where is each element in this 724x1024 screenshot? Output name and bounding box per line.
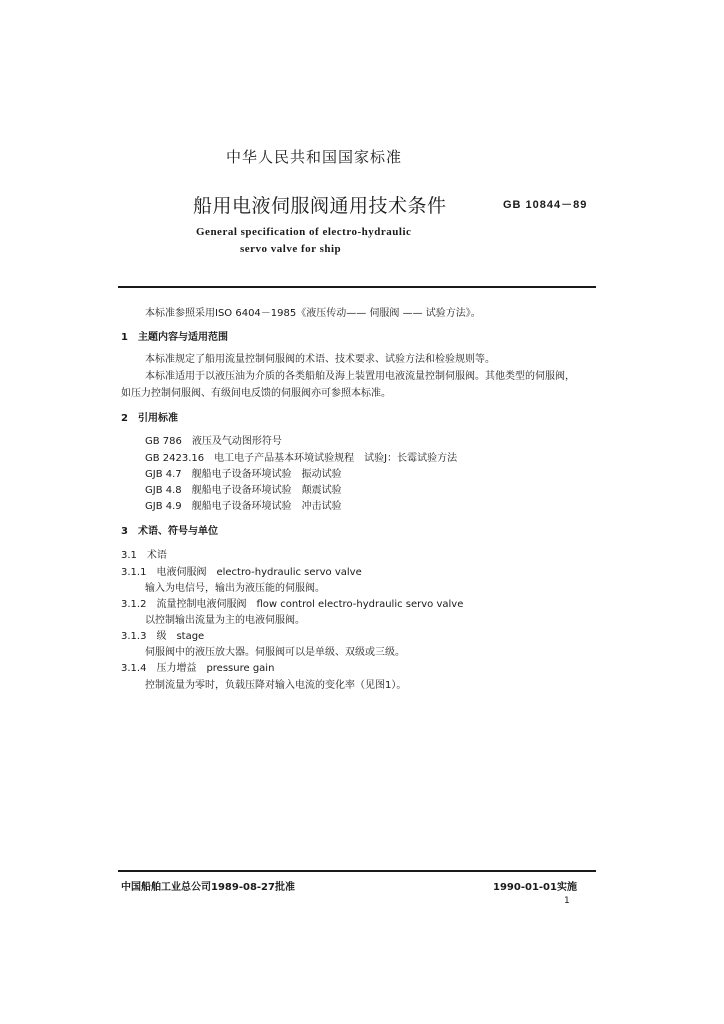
section-1-para1: 本标准规定了船用流量控制伺服阀的术语、技术要求、试验方法和检验规则等。 <box>145 354 495 365</box>
reference-item: GJB 4.9 舰船电子设备环境试验 冲击试验 <box>145 501 342 512</box>
english-title-line2: servo valve for ship <box>240 243 342 255</box>
section-1-para2-line2: 如压力控制伺服阀、有级间电反馈的伺服阀亦可参照本标准。 <box>121 388 391 399</box>
section-2-heading: 2 引用标准 <box>121 413 178 424</box>
approval-date: 中国船舶工业总公司1989-08-27批准 <box>121 882 295 893</box>
term-3-1-1-definition: 输入为电信号，输出为液压能的伺服阀。 <box>145 583 325 594</box>
reference-item: GJB 4.8 舰船电子设备环境试验 颠震试验 <box>145 485 342 496</box>
effective-date: 1990-01-01实施 <box>493 882 577 893</box>
term-3-1-4-definition: 控制流量为零时，负载压降对输入电流的变化率（见图1）。 <box>145 680 407 691</box>
term-3-1-1: 3.1.1 电液伺服阀 electro-hydraulic servo valve <box>121 567 362 578</box>
reference-item: GB 2423.16 电工电子产品基本环境试验规程 试验J：长霉试验方法 <box>145 453 458 464</box>
english-title-line1: General specification of electro-hydraulic <box>196 226 412 238</box>
section-3-heading: 3 术语、符号与单位 <box>121 526 218 537</box>
term-3-1-2: 3.1.2 流量控制电液伺服阀 flow control electro-hydraulic servo valve <box>121 599 464 610</box>
term-3-1-3: 3.1.3 级 stage <box>121 631 205 642</box>
page-number: 1 <box>564 896 570 906</box>
document-title: 船用电液伺服阀通用技术条件 <box>193 195 447 217</box>
term-3-1-2-definition: 以控制输出流量为主的电液伺服阀。 <box>145 615 305 626</box>
term-3-1-4: 3.1.4 压力增益 pressure gain <box>121 663 275 674</box>
header-divider <box>118 286 596 288</box>
document-country: 中华人民共和国国家标准 <box>226 148 403 166</box>
section-1-heading: 1 主题内容与适用范围 <box>121 332 228 343</box>
reference-item: GB 786 液压及气动图形符号 <box>145 436 282 447</box>
section-1-para2-line1: 本标准适用于以液压油为介质的各类船舶及海上装置用电液流量控制伺服阀。其他类型的伺服阀， <box>145 371 575 382</box>
standard-code: GB 10844－89 <box>503 199 588 211</box>
reference-item: GJB 4.7 舰船电子设备环境试验 振动试验 <box>145 469 342 480</box>
preface-text: 本标准参照采用ISO 6404－1985《液压传动—— 伺服阀 —— 试验方法》。 <box>145 308 481 319</box>
section-3-1-heading: 3.1 术语 <box>121 550 167 561</box>
footer-divider <box>118 870 596 872</box>
term-3-1-3-definition: 伺服阀中的液压放大器。伺服阀可以是单级、双级或三级。 <box>145 647 405 658</box>
